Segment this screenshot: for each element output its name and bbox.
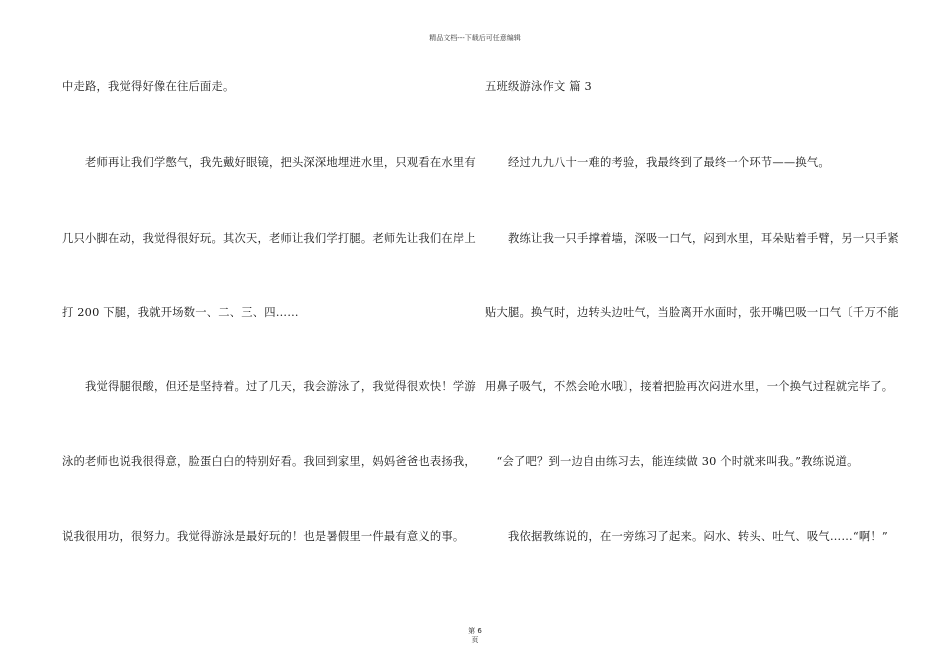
page-number [0, 627, 950, 645]
left-line-3: 几只小脚在动，我觉得很好玩。其次天，老师让我们学打腿。老师先让我们在岸上 [62, 232, 476, 245]
right-line-6: 我依据教练说的，在一旁练习了起来。闷水、转头、吐气、吸气……“啊！” [485, 530, 888, 543]
page-header: 精品文档---下载后可任意编辑 [429, 34, 521, 42]
page-number-line-2: 页 [471, 636, 479, 644]
right-line-1: 经过九九八十一难的考验，我最终到了最终一个环节——换气。 [485, 156, 830, 169]
left-line-5: 我觉得腿很酸，但还是坚持着。过了几天，我会游泳了，我觉得很欢快！学游 [62, 380, 476, 393]
left-line-7: 说我很用功，很努力。我觉得游泳是最好玩的！也是暑假里一件最有意义的事。 [62, 530, 465, 543]
right-line-4: 用鼻子吸气，不然会呛水哦〕，接着把脸再次闷进水里，一个换气过程就完毕了。 [485, 380, 894, 393]
section-title: 五班级游泳作文 篇 3 [485, 80, 592, 93]
left-line-6: 泳的老师也说我很得意，脸蛋白白的特别好看。我回到家里，妈妈爸爸也表扬我， [62, 455, 476, 468]
left-line-4: 打 200 下腿，我就开场数一、二、三、四…… [62, 306, 299, 319]
page-number-line-1: 第 6 [468, 627, 482, 635]
right-line-2: 教练让我一只手撑着墙，深吸一口气，闷到水里，耳朵贴着手臂，另一只手紧 [485, 232, 899, 245]
left-line-1: 中走路，我觉得好像在往后面走。 [62, 80, 235, 93]
right-line-3: 贴大腿。换气时，边转头边吐气，当脸离开水面时，张开嘴巴吸一口气〔千万不能 [485, 306, 899, 319]
right-line-5: “会了吧？到一边自由练习去，能连续做 30 个时就来叫我。”教练说道。 [485, 455, 859, 468]
left-line-2: 老师再让我们学憋气，我先戴好眼镜，把头深深地埋进水里，只观看在水里有 [62, 156, 476, 169]
